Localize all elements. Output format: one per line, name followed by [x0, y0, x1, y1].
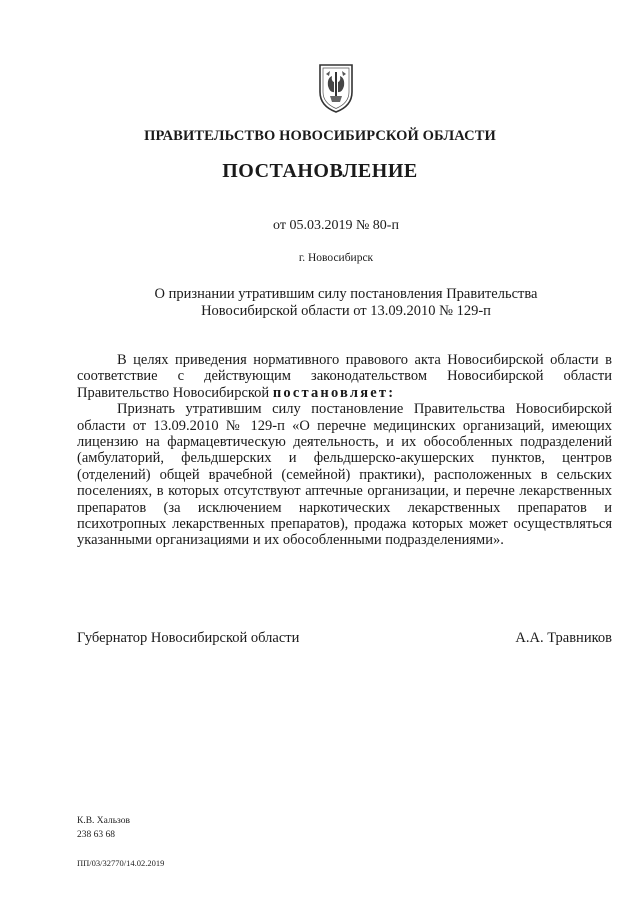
signatory-name: А.А. Травников	[515, 630, 612, 646]
document-date: 05.03.2019	[289, 218, 353, 233]
organization-title: ПРАВИТЕЛЬСТВО НОВОСИБИРСКОЙ ОБЛАСТИ	[144, 128, 496, 144]
subject-line-2: Новосибирской области от 13.09.2010 № 129-п	[201, 303, 491, 319]
resolution-keyword: постановляет	[272, 384, 389, 401]
document-code: ПП/03/32770/14.02.2019	[77, 858, 165, 868]
document-number: № 80-п	[355, 218, 399, 233]
signatory-position: Губернатор Новосибирской области	[77, 630, 300, 646]
date-prefix: от	[273, 218, 286, 233]
preamble-paragraph	[77, 352, 612, 401]
document-subject	[120, 286, 572, 320]
preamble-text: В целях приведения нормативного правового акта Новосибирской области в соответствие с действующим законодательством Новосибирской области Правительство Новосибирской	[77, 352, 612, 401]
coat-of-arms-icon	[316, 62, 356, 114]
signature-block	[77, 630, 612, 647]
executor-phone: 238 63 68	[77, 830, 115, 840]
date-number-line	[0, 218, 640, 234]
city-name: г. Новосибирск	[298, 252, 374, 264]
document-body	[77, 352, 612, 549]
resolution-colon: :	[388, 384, 394, 401]
document-type-title: ПОСТАНОВЛЕНИЕ	[222, 160, 418, 182]
resolution-paragraph: Признать утратившим силу постановление Правительства Новосибирской области от 13.09.2010 № 129-п «О перечне медицинских организаций, имеющих лицензию на фармацевтическую деятельность, и их обособленных подразделений (амбулаторий, фельдшерских и фельдшерско-акушерских пунктов, центров (отделений) общей врачебной (семейной) практики), расположенных в сельских поселениях, в которых отсутствуют аптечные организации, и перечне лекарственных препаратов (за исключением наркотических лекарственных препаратов и психотропных лекарственных препаратов), продажа которых может осуществляться указанными организациями и их обособленными подразделениями».	[77, 401, 612, 549]
subject-line-1: О признании утратившим силу постановления Правительства	[154, 286, 538, 302]
executor-name: К.В. Хальзов	[77, 816, 130, 826]
